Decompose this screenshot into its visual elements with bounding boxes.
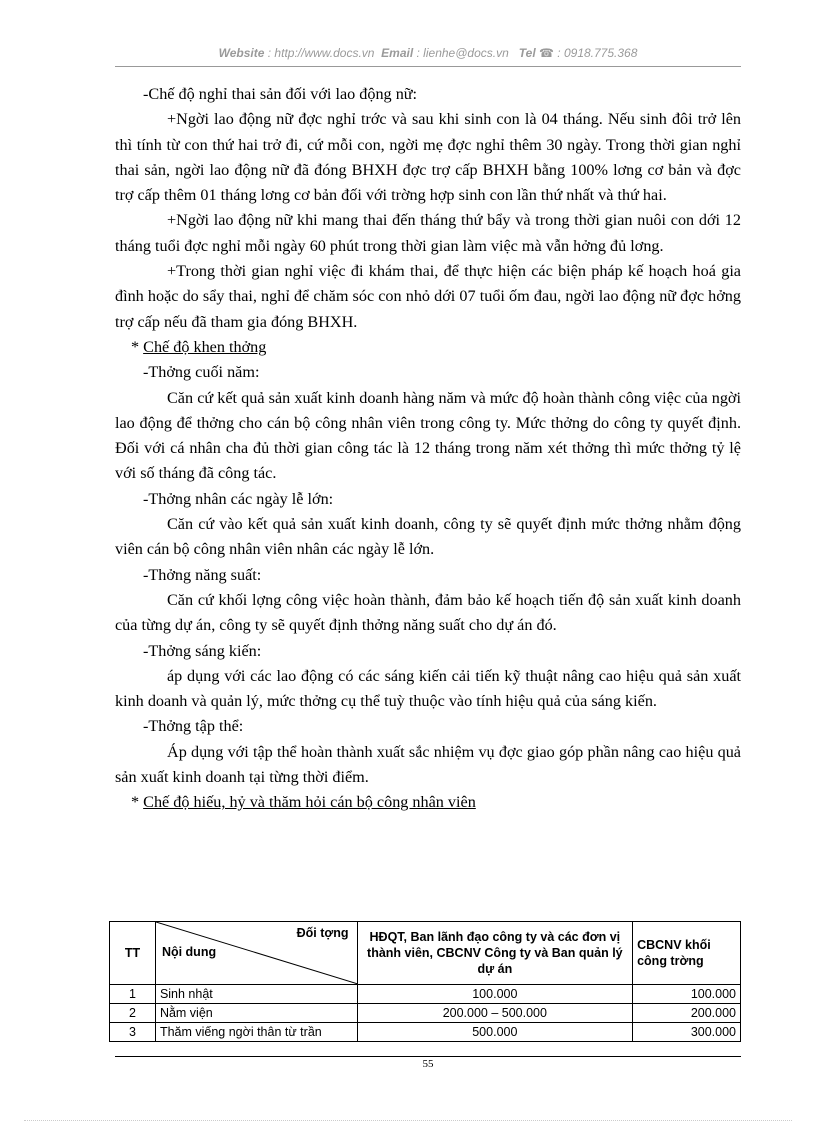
- email-label: Email: [381, 46, 414, 60]
- paragraph: áp dụng với các lao động có các sáng kiến cải tiến kỹ thuật nâng cao hiệu quả sản xuất kinh doanh và quản lý, mức thởng cụ thể tuỳ thuộc vào tính hiệu quả của sáng kiến.: [115, 666, 741, 711]
- row-value-management: 100.000: [357, 985, 633, 1004]
- page-header: [115, 46, 741, 60]
- header-object-label: Đối tợng: [296, 926, 349, 940]
- section-heading: [115, 335, 741, 360]
- header-cell-management: HĐQT, Ban lãnh đạo công ty và các đơn vị thành viên, CBCNV Công ty và Ban quản lý dự án: [357, 922, 633, 985]
- row-tt: 3: [110, 1023, 156, 1042]
- paragraph: Căn cứ kết quả sản xuất kinh doanh hàng năm và mức độ hoàn thành công việc của ngời lao động để thởng cho cán bộ công nhân viên trong công ty. Mức thởng do công ty quyết định. Đối với cá nhân cha đủ thời gian công tác là 12 tháng trong năm xét thởng thì mức thởng tỷ lệ với số tháng đã công tác.: [115, 388, 741, 483]
- row-tt: 2: [110, 1004, 156, 1023]
- paragraph: -Thởng cuối năm:: [143, 363, 260, 382]
- row-value-site: 200.000: [633, 1004, 741, 1023]
- table-row: [110, 1004, 741, 1023]
- row-name: Nằm viện: [155, 1004, 357, 1023]
- allowance-table: [109, 921, 741, 1042]
- paragraph: -Thởng năng suất:: [143, 565, 262, 584]
- section-bullet: *: [131, 337, 144, 356]
- paragraph: +Ngời lao động nữ khi mang thai đến tháng thứ bẩy và trong thời gian nuôi con dới 12 tháng tuổi đợc nghỉ mỗi ngày 60 phút trong thời gian làm việc mà vẫn hởng đủ lơng.: [115, 211, 741, 255]
- row-value-site: 300.000: [633, 1023, 741, 1042]
- paragraph: -Chế độ nghỉ thai sản đối với lao động nữ:: [143, 85, 418, 103]
- page-bottom-edge: [24, 1120, 792, 1121]
- section-title: Chế độ khen thởng: [143, 337, 267, 356]
- page-body: [115, 82, 741, 816]
- tel-label: Tel: [518, 46, 536, 60]
- row-value-management: 500.000: [357, 1023, 633, 1042]
- table-row: [110, 985, 741, 1004]
- website-label: Website: [218, 46, 265, 60]
- paragraph: Căn cứ vào kết quả sản xuất kinh doanh, công ty sẽ quyết định mức thởng nhằm động viên cán bộ công nhân viên nhân các ngày lễ lớn.: [115, 515, 741, 559]
- row-value-site: 100.000: [633, 985, 741, 1004]
- header-cell-diagonal: [155, 922, 357, 985]
- section-title: Chế độ hiếu, hỷ và thăm hỏi cán bộ công nhân viên: [143, 793, 476, 812]
- footer-divider: [115, 1056, 741, 1057]
- table-row: [110, 1023, 741, 1042]
- header-divider: [115, 66, 741, 67]
- section-heading: [115, 790, 741, 815]
- page-number: 55: [422, 1058, 434, 1070]
- paragraph: -Thởng tập thể:: [143, 717, 244, 736]
- section-bullet: *: [131, 793, 144, 812]
- website-value[interactable]: : http://www.docs.vn: [267, 46, 375, 60]
- tel-value: ☎ : 0918.775.368: [539, 46, 638, 60]
- email-value[interactable]: : lienhe@docs.vn: [416, 46, 509, 60]
- paragraph: +Trong thời gian nghỉ việc đi khám thai, để thực hiện các biện pháp kế hoạch hoá gia đình hoặc do sẩy thai, nghỉ để chăm sóc con nhỏ dới 07 tuổi ốm đau, ngời lao động nữ đợc hởng trợ cấp nếu đã tham gia đóng BHXH.: [115, 262, 741, 331]
- paragraph: Áp dụng với tập thể hoàn thành xuất sắc nhiệm vụ đợc giao góp phần nâng cao hiệu quả sản xuất kinh doanh tại từng thời điểm.: [115, 742, 741, 787]
- row-name: Sinh nhật: [155, 985, 357, 1004]
- header-content-label: Nội dung: [161, 945, 217, 959]
- paragraph: +Ngời lao động nữ đợc nghỉ trớc và sau khi sinh con là 04 tháng. Nếu sinh đôi trở lên thì tính từ con thứ hai trở đi, cứ mỗi con, ngời mẹ đợc nghỉ thêm 30 ngày. Trong thời gian nghỉ thai sản, ngời lao động nữ đã đóng BHXH đợc trợ cấp BHXH bằng 100% lơng cơ bản và đợc trợ cấp thêm 01 tháng lơng cơ bản đối với trờng hợp sinh con lần thứ nhất và thứ hai.: [115, 110, 741, 205]
- paragraph: Căn cứ khối lợng công việc hoàn thành, đảm bảo kế hoạch tiến độ sản xuất kinh doanh của từng dự án, công ty sẽ quyết định thởng năng suất cho dự án đó.: [115, 590, 741, 635]
- paragraph: -Thởng nhân các ngày lễ lớn:: [143, 489, 334, 508]
- row-value-management: 200.000 – 500.000: [357, 1004, 633, 1023]
- header-cell-tt: TT: [110, 922, 156, 985]
- header-cell-site: CBCNV khối công trờng: [633, 922, 741, 985]
- table-header-row: [110, 922, 741, 985]
- paragraph: -Thởng sáng kiến:: [143, 641, 262, 660]
- row-name: Thăm viếng ngời thân từ trần: [155, 1023, 357, 1042]
- row-tt: 1: [110, 985, 156, 1004]
